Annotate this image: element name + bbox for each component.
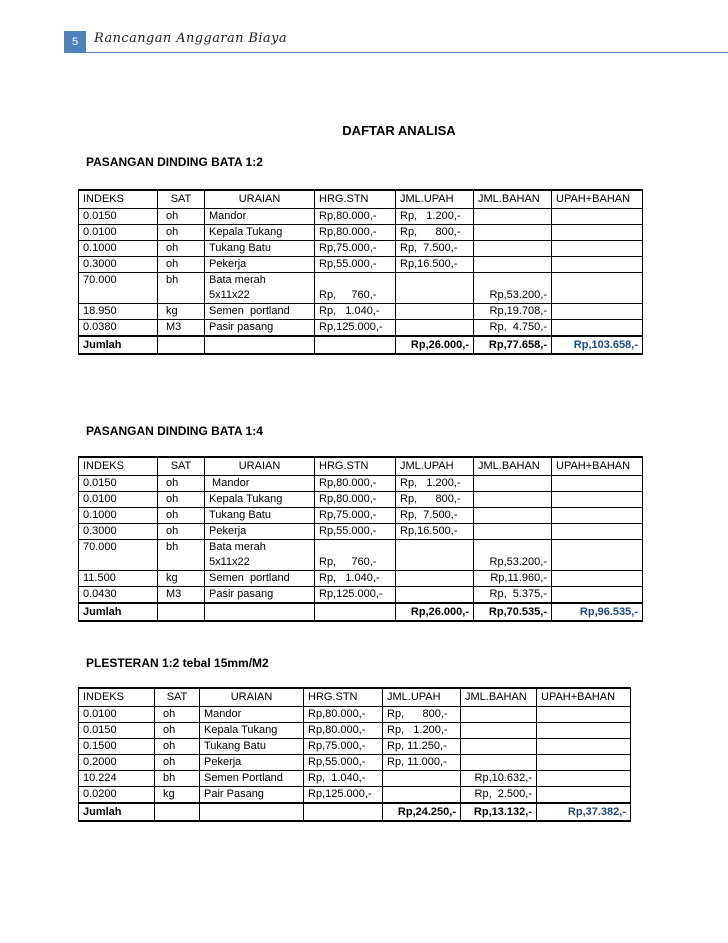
cell-uraian: Pasir pasang (205, 320, 315, 337)
cell-sat: oh (155, 755, 200, 771)
cell-jml-bahan: Rp,53.200,- (474, 540, 552, 571)
cell-jml-bahan: Rp, 2.500,- (461, 787, 537, 804)
cell-hrg-stn: Rp,80.000,- (304, 707, 383, 723)
cell-upah-bahan (552, 492, 643, 508)
cell-indeks: 11.500 (79, 571, 158, 587)
cell-sat: M3 (158, 320, 205, 337)
table-row (79, 492, 643, 508)
cell-indeks: 0.0150 (79, 723, 155, 739)
cell-uraian: Pekerja (205, 257, 315, 273)
cell-jml-bahan: Rp, 4.750,- (474, 320, 552, 337)
cell-jml-upah: Rp, 800,- (396, 492, 474, 508)
column-header: SAT (158, 190, 205, 209)
cell-jml-upah: Rp, 1.200,- (396, 476, 474, 492)
column-header: UPAH+BAHAN (537, 688, 631, 707)
uraian-line-2: 5x11x22 (209, 289, 250, 301)
cell-jml-bahan: Rp,10.632,- (461, 771, 537, 787)
column-header: INDEKS (79, 190, 158, 209)
cell-hrg-stn: Rp, 760,- (315, 540, 396, 571)
cell-upah-bahan (552, 508, 643, 524)
cell-indeks: 0.0380 (79, 320, 158, 337)
table-header-row (79, 457, 643, 476)
table-row (79, 723, 631, 739)
total-jml-upah: Rp,24.250,- (383, 803, 461, 821)
cell-jml-upah: Rp, 800,- (383, 707, 461, 723)
total-empty-cell (155, 803, 200, 821)
cell-hrg-stn: Rp,80.000,- (315, 225, 396, 241)
cell-upah-bahan (552, 320, 643, 337)
cell-jml-upah (383, 771, 461, 787)
total-empty-cell (304, 803, 383, 821)
cell-sat: oh (158, 209, 205, 225)
cell-uraian: Tukang Batu (200, 739, 304, 755)
cell-jml-upah: Rp, 1.200,- (383, 723, 461, 739)
cell-upah-bahan (537, 787, 631, 804)
cell-uraian: Mandor (205, 209, 315, 225)
cell-sat: oh (158, 524, 205, 540)
cell-upah-bahan (552, 304, 643, 320)
column-header: JML.UPAH (396, 190, 474, 209)
cell-upah-bahan (537, 707, 631, 723)
cell-sat: bh (158, 540, 205, 571)
column-header: UPAH+BAHAN (552, 457, 643, 476)
total-row (79, 336, 643, 354)
header-rule (86, 52, 728, 53)
cell-uraian: Pair Pasang (200, 787, 304, 804)
table-row (79, 771, 631, 787)
cell-uraian: Pekerja (205, 524, 315, 540)
cell-upah-bahan (552, 225, 643, 241)
analysis-table-3 (78, 687, 631, 822)
cell-jml-upah: Rp, 11.000,- (383, 755, 461, 771)
total-jml-bahan: Rp,13.132,- (461, 803, 537, 821)
table-row (79, 273, 643, 304)
cell-jml-upah: Rp, 11.250,- (383, 739, 461, 755)
total-jml-upah: Rp,26.000,- (396, 603, 474, 621)
total-empty-cell (315, 603, 396, 621)
cell-sat: kg (158, 571, 205, 587)
cell-sat: bh (155, 771, 200, 787)
cell-upah-bahan (552, 571, 643, 587)
cell-sat: M3 (158, 587, 205, 604)
cell-hrg-stn: Rp,55.000,- (304, 755, 383, 771)
column-header: SAT (155, 688, 200, 707)
cell-indeks: 0.1500 (79, 739, 155, 755)
cell-jml-bahan: Rp,11.960,- (474, 571, 552, 587)
total-label: Jumlah (79, 803, 155, 821)
cell-indeks: 0.0100 (79, 707, 155, 723)
column-header: JML.BAHAN (474, 457, 552, 476)
total-label: Jumlah (79, 336, 158, 354)
cell-uraian: Mandor (200, 707, 304, 723)
column-header: HRG.STN (315, 457, 396, 476)
section-title-2: PASANGAN DINDING BATA 1:4 (86, 424, 263, 438)
cell-uraian: Tukang Batu (205, 241, 315, 257)
cell-indeks: 0.1000 (79, 241, 158, 257)
cell-jml-bahan: Rp,53.200,- (474, 273, 552, 304)
cell-sat: oh (158, 225, 205, 241)
cell-hrg-stn: Rp,75.000,- (315, 241, 396, 257)
cell-indeks: 0.2000 (79, 755, 155, 771)
cell-upah-bahan (552, 540, 643, 571)
cell-indeks: 70.000 (79, 540, 158, 571)
cell-hrg-stn: Rp, 1.040,- (315, 571, 396, 587)
table-row (79, 587, 643, 604)
cell-indeks: 0.0200 (79, 787, 155, 804)
page-number: 5 (64, 31, 86, 53)
cell-hrg-stn: Rp,75.000,- (315, 508, 396, 524)
cell-hrg-stn: Rp,125.000,- (304, 787, 383, 804)
total-jml-upah: Rp,26.000,- (396, 336, 474, 354)
total-upah-bahan: Rp,103.658,- (552, 336, 643, 354)
cell-uraian: Semen Portland (200, 771, 304, 787)
cell-indeks: 0.3000 (79, 524, 158, 540)
total-jml-bahan: Rp,77.658,- (474, 336, 552, 354)
cell-jml-upah (396, 540, 474, 571)
column-header: JML.UPAH (383, 688, 461, 707)
cell-sat: oh (158, 476, 205, 492)
table-row (79, 304, 643, 320)
total-label: Jumlah (79, 603, 158, 621)
cell-jml-bahan (474, 492, 552, 508)
cell-sat: oh (158, 241, 205, 257)
cell-indeks: 0.1000 (79, 508, 158, 524)
cell-upah-bahan (537, 755, 631, 771)
column-header: SAT (158, 457, 205, 476)
cell-hrg-stn: Rp,55.000,- (315, 524, 396, 540)
cell-indeks: 0.0100 (79, 492, 158, 508)
table-row (79, 320, 643, 337)
cell-jml-upah (383, 787, 461, 804)
cell-jml-bahan (474, 524, 552, 540)
table-row (79, 707, 631, 723)
cell-upah-bahan (552, 241, 643, 257)
cell-sat: oh (158, 492, 205, 508)
analysis-table-2 (78, 456, 643, 622)
cell-upah-bahan (537, 723, 631, 739)
total-empty-cell (158, 336, 205, 354)
cell-jml-bahan (474, 476, 552, 492)
cell-uraian: Semen portland (205, 571, 315, 587)
column-header: JML.UPAH (396, 457, 474, 476)
cell-uraian: Semen portland (205, 304, 315, 320)
cell-hrg-stn: Rp,75.000,- (304, 739, 383, 755)
column-header: URAIAN (205, 457, 315, 476)
cell-hrg-stn: Rp,125.000,- (315, 587, 396, 604)
cell-sat: oh (155, 707, 200, 723)
cell-uraian: Tukang Batu (205, 508, 315, 524)
total-empty-cell (315, 336, 396, 354)
cell-sat: oh (158, 508, 205, 524)
cell-uraian (205, 540, 315, 571)
table-row (79, 571, 643, 587)
section-title-3: PLESTERAN 1:2 tebal 15mm/M2 (86, 656, 269, 670)
cell-jml-bahan (474, 241, 552, 257)
cell-jml-bahan (461, 723, 537, 739)
section-title-1: PASANGAN DINDING BATA 1:2 (86, 155, 263, 169)
cell-jml-upah (396, 304, 474, 320)
cell-indeks: 0.0100 (79, 225, 158, 241)
cell-jml-bahan (461, 739, 537, 755)
cell-jml-upah: Rp, 7.500,- (396, 508, 474, 524)
cell-upah-bahan (552, 273, 643, 304)
cell-sat: oh (158, 257, 205, 273)
cell-hrg-stn: Rp, 1.040,- (304, 771, 383, 787)
cell-jml-upah (396, 571, 474, 587)
cell-uraian: Pasir pasang (205, 587, 315, 604)
column-header: URAIAN (205, 190, 315, 209)
cell-upah-bahan (537, 739, 631, 755)
table-row (79, 524, 643, 540)
cell-indeks: 0.0150 (79, 476, 158, 492)
column-header: INDEKS (79, 457, 158, 476)
total-row (79, 803, 631, 821)
total-empty-cell (205, 336, 315, 354)
cell-sat: bh (158, 273, 205, 304)
column-header: URAIAN (200, 688, 304, 707)
cell-indeks: 0.0150 (79, 209, 158, 225)
cell-jml-bahan: Rp, 5.375,- (474, 587, 552, 604)
cell-jml-bahan (474, 225, 552, 241)
cell-uraian (205, 273, 315, 304)
cell-hrg-stn: Rp,80.000,- (315, 476, 396, 492)
column-header: INDEKS (79, 688, 155, 707)
cell-indeks: 0.0430 (79, 587, 158, 604)
cell-hrg-stn: Rp,80.000,- (304, 723, 383, 739)
running-header-title: Rancangan Anggaran Biaya (94, 31, 287, 46)
cell-sat: kg (158, 304, 205, 320)
table-header-row (79, 190, 643, 209)
table-row (79, 225, 643, 241)
cell-uraian: Pekerja (200, 755, 304, 771)
cell-jml-upah: Rp, 7.500,- (396, 241, 474, 257)
total-empty-cell (200, 803, 304, 821)
cell-uraian: Kepala Tukang (205, 492, 315, 508)
cell-jml-upah: Rp,16.500,- (396, 524, 474, 540)
cell-jml-upah: Rp, 1.200,- (396, 209, 474, 225)
total-empty-cell (158, 603, 205, 621)
table-row (79, 241, 643, 257)
column-header: HRG.STN (315, 190, 396, 209)
table-row (79, 739, 631, 755)
uraian-line-1: Bata merah (209, 274, 266, 286)
cell-jml-bahan (474, 257, 552, 273)
cell-upah-bahan (552, 476, 643, 492)
cell-sat: oh (155, 723, 200, 739)
cell-hrg-stn: Rp,80.000,- (315, 492, 396, 508)
cell-jml-bahan (474, 508, 552, 524)
cell-hrg-stn: Rp,125.000,- (315, 320, 396, 337)
uraian-line-2: 5x11x22 (209, 556, 250, 568)
cell-jml-upah (396, 320, 474, 337)
cell-hrg-stn: Rp,55.000,- (315, 257, 396, 273)
cell-jml-upah: Rp,16.500,- (396, 257, 474, 273)
document-title: DAFTAR ANALISA (342, 123, 456, 138)
table-row (79, 508, 643, 524)
table-row (79, 257, 643, 273)
column-header: JML.BAHAN (474, 190, 552, 209)
total-row (79, 603, 643, 621)
cell-upah-bahan (552, 257, 643, 273)
cell-uraian: Mandor (205, 476, 315, 492)
total-jml-bahan: Rp,70.535,- (474, 603, 552, 621)
cell-hrg-stn: Rp, 1.040,- (315, 304, 396, 320)
total-empty-cell (205, 603, 315, 621)
column-header: UPAH+BAHAN (552, 190, 643, 209)
cell-indeks: 70.000 (79, 273, 158, 304)
uraian-line-1: Bata merah (209, 541, 266, 553)
cell-jml-bahan (474, 209, 552, 225)
cell-sat: oh (155, 739, 200, 755)
column-header: HRG.STN (304, 688, 383, 707)
cell-uraian: Kepala Tukang (200, 723, 304, 739)
cell-jml-bahan (461, 707, 537, 723)
cell-jml-upah (396, 273, 474, 304)
cell-jml-upah (396, 587, 474, 604)
cell-jml-bahan: Rp,19.708,- (474, 304, 552, 320)
cell-upah-bahan (537, 771, 631, 787)
cell-sat: kg (155, 787, 200, 804)
cell-upah-bahan (552, 587, 643, 604)
table-row (79, 476, 643, 492)
analysis-table-1 (78, 189, 643, 355)
total-upah-bahan: Rp,96.535,- (552, 603, 643, 621)
cell-hrg-stn: Rp,80.000,- (315, 209, 396, 225)
cell-upah-bahan (552, 209, 643, 225)
cell-indeks: 10.224 (79, 771, 155, 787)
table-header-row (79, 688, 631, 707)
cell-upah-bahan (552, 524, 643, 540)
table-row (79, 755, 631, 771)
table-row (79, 209, 643, 225)
table-row (79, 540, 643, 571)
total-upah-bahan: Rp,37.382,- (537, 803, 631, 821)
cell-hrg-stn: Rp, 760,- (315, 273, 396, 304)
column-header: JML.BAHAN (461, 688, 537, 707)
table-row (79, 787, 631, 804)
cell-jml-bahan (461, 755, 537, 771)
cell-indeks: 0.3000 (79, 257, 158, 273)
cell-indeks: 18.950 (79, 304, 158, 320)
cell-jml-upah: Rp, 800,- (396, 225, 474, 241)
cell-uraian: Kepala Tukang (205, 225, 315, 241)
